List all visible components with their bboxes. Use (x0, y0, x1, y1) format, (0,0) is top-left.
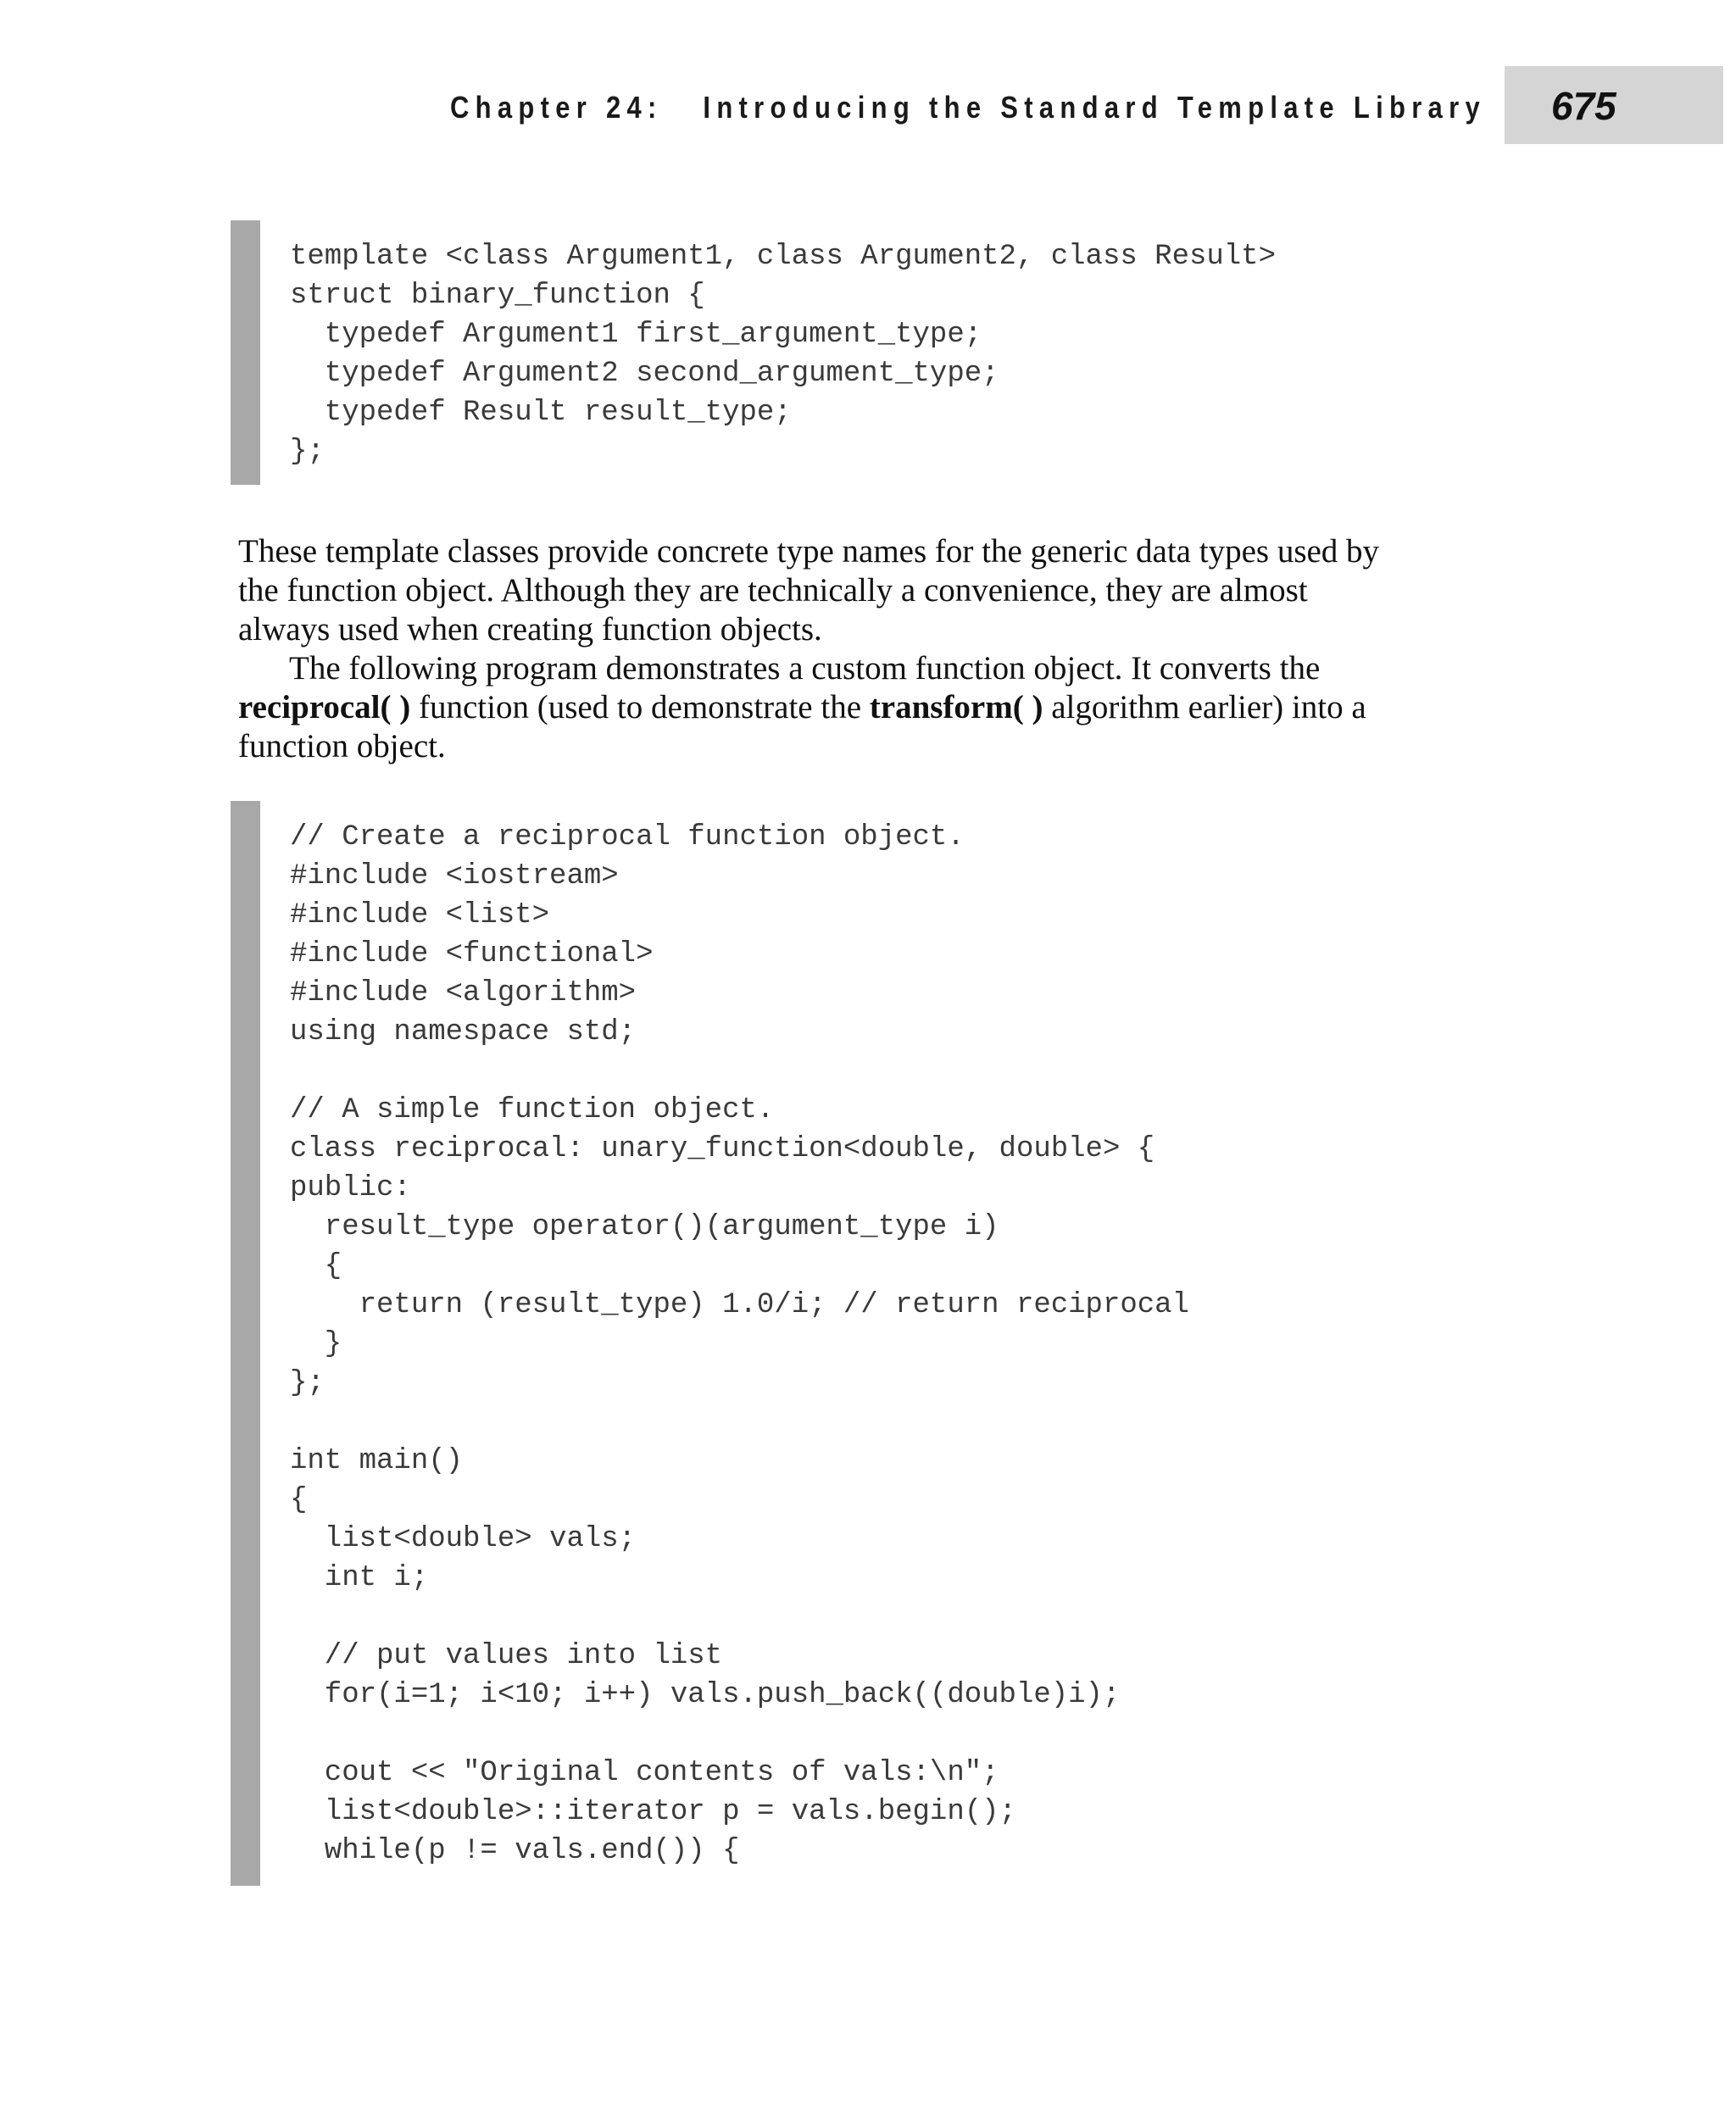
code-line: typedef Argument1 first_argument_type; (290, 319, 982, 351)
code-line: #include <list> (290, 899, 550, 931)
code-line: typedef Argument2 second_argument_type; (290, 358, 999, 390)
paragraph-text: algorithm earlier) into a (1043, 689, 1366, 725)
page-number: 675 (1551, 84, 1616, 128)
code-lines (290, 818, 1189, 1871)
page-number-tab (1505, 66, 1723, 144)
paragraph-line: The following program demonstrates a custom function object. It converts the (289, 650, 1321, 687)
code-line (290, 1598, 1189, 1637)
code-line (290, 1715, 1189, 1754)
code-line: int i; (290, 1562, 429, 1594)
code-line: typedef Result result_type; (290, 397, 792, 429)
code-line: public: (290, 1172, 411, 1204)
code-line: list<double>::iterator p = vals.begin(); (290, 1796, 1016, 1828)
function-name-transform: transform( ) (869, 689, 1043, 725)
paragraph-line: These template classes provide concrete type names for the generic data types used by (238, 533, 1380, 570)
code-line: }; (290, 436, 325, 468)
paragraph-text: function (used to demonstrate the (410, 689, 870, 725)
code-line (290, 1403, 1189, 1442)
code-listing-binary-function (231, 220, 1502, 485)
function-name-reciprocal: reciprocal( ) (238, 689, 411, 725)
code-line: class reciprocal: unary_function<double, double> { (290, 1133, 1155, 1165)
code-line: }; (290, 1367, 325, 1399)
chapter-title: Chapter 24: Introducing the Standard Template Library (449, 90, 1486, 125)
body-paragraph (238, 532, 1493, 649)
code-line: #include <functional> (290, 938, 654, 970)
code-line: int main() (290, 1445, 464, 1477)
code-line: } (290, 1328, 342, 1360)
body-paragraph (238, 649, 1493, 766)
code-line (290, 1052, 1189, 1091)
code-line: list<double> vals; (290, 1523, 637, 1555)
code-lines (290, 237, 1276, 471)
code-line: while(p != vals.end()) { (290, 1835, 740, 1867)
paragraph-line: always used when creating function objects. (238, 611, 822, 648)
code-line: cout << "Original contents of vals:\n"; (290, 1757, 999, 1789)
code-line: struct binary_function { (290, 280, 705, 312)
code-line: result_type operator()(argument_type i) (290, 1211, 999, 1243)
code-line: { (290, 1484, 308, 1516)
paragraph-line: function object. (238, 728, 446, 764)
code-line: // put values into list (290, 1640, 723, 1672)
code-line: { (290, 1250, 342, 1282)
code-line: // A simple function object. (290, 1094, 775, 1126)
code-line: #include <iostream> (290, 860, 619, 892)
paragraph-line: the function object. Although they are technically a convenience, they are almost (238, 572, 1308, 609)
code-line: for(i=1; i<10; i++) vals.push_back((double)i); (290, 1679, 1121, 1711)
code-line: // Create a reciprocal function object. (290, 821, 965, 853)
code-line: return (result_type) 1.0/i; // return reciprocal (290, 1289, 1189, 1321)
paragraph-line (238, 688, 1493, 727)
code-listing-reciprocal-program (231, 801, 1502, 1886)
code-line: #include <algorithm> (290, 977, 637, 1009)
code-margin-bar (231, 220, 260, 485)
code-line: using namespace std; (290, 1016, 637, 1048)
code-margin-bar (231, 801, 260, 1886)
running-header (0, 66, 1736, 151)
code-line: template <class Argument1, class Argument2, class Result> (290, 241, 1276, 273)
